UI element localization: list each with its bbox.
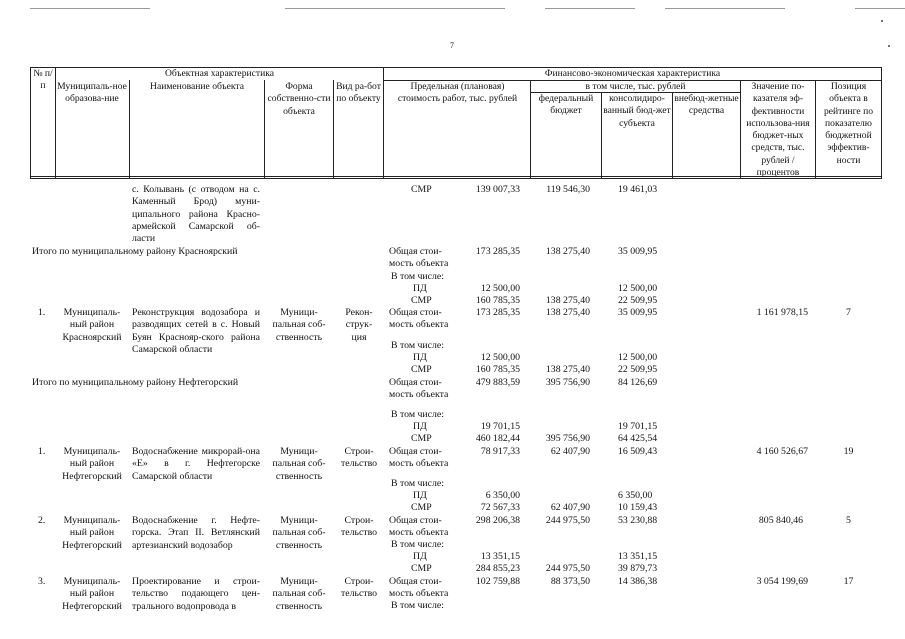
smr-consolidated: 22 509,95 xyxy=(618,295,658,306)
ownership: Муници-пальная соб-ственность xyxy=(272,515,326,551)
pd-consolidated: 12 500,00 xyxy=(618,352,658,363)
work-type: Рекон-струк-ция xyxy=(345,307,373,343)
header-consolidated: консолидиро-ванный бюд-жет субъекта xyxy=(603,93,671,129)
smr-federal: 138 275,40 xyxy=(545,364,590,375)
total-value: 139 007,33 xyxy=(475,184,520,195)
including-label: В том числе: xyxy=(391,409,444,420)
work-type: Строи-тельство xyxy=(340,576,378,600)
total-value: 78 917,33 xyxy=(480,446,520,457)
subtotal-label: Итого по муниципальному району Нефтегорский xyxy=(32,377,239,388)
header-municipality: Муниципаль-ное образова-ние xyxy=(57,81,127,105)
header-work-type: Вид ра-бот по объекту xyxy=(336,81,381,105)
pd-consolidated: 6 350,00 xyxy=(618,490,653,501)
total-cost-label: Общая стои-мость объекта xyxy=(389,307,449,331)
pd-consolidated: 13 351,15 xyxy=(618,551,658,562)
smr-total: 160 785,35 xyxy=(475,364,520,375)
row-number: 2. xyxy=(38,515,46,526)
header-limit-cost: Предельная (плановая) стоимость работ, тыс. рублей xyxy=(397,81,518,105)
pd-consolidated: 12 500,00 xyxy=(618,283,658,294)
pd-label: ПД xyxy=(413,551,427,562)
federal-value: 138 275,40 xyxy=(545,246,590,257)
smr-consolidated: 10 159,43 xyxy=(618,502,658,513)
smr-total: 284 855,23 xyxy=(475,563,520,574)
smr-total: 460 182,44 xyxy=(475,433,520,444)
smr-consolidated: 22 509,95 xyxy=(618,364,658,375)
pd-label: ПД xyxy=(413,352,427,363)
pd-total: 12 500,00 xyxy=(480,283,520,294)
rating-position: 17 xyxy=(843,576,854,587)
work-type: Строи-тельство xyxy=(340,446,378,470)
consolidated-value: 16 509,43 xyxy=(618,446,658,457)
row-number: 1. xyxy=(38,446,46,457)
federal-value: 244 975,50 xyxy=(545,515,590,526)
total-value: 479 883,59 xyxy=(475,377,520,388)
pd-consolidated: 19 701,15 xyxy=(618,421,658,432)
object-name: Проектирование и строи-тельство подающего цен-трального водопровода в xyxy=(132,576,260,612)
ownership: Муници-пальная соб-ственность xyxy=(272,576,326,612)
smr-federal: 138 275,40 xyxy=(545,295,590,306)
total-cost-label: Общая стои-мость объекта xyxy=(389,377,449,401)
federal-value: 88 373,50 xyxy=(550,576,590,587)
smr-federal: 395 756,90 xyxy=(545,433,590,444)
row-number: 1. xyxy=(38,307,46,318)
municipality: Муниципаль-ный район Красноярский xyxy=(62,307,122,343)
smr-label: СМР xyxy=(411,364,432,375)
pd-label: ПД xyxy=(413,421,427,432)
including-label: В том числе: xyxy=(391,539,444,550)
object-name: Реконструкция водозабора и разводящих сетей в с. Новый Буян Краснояр-ского района Самарской области xyxy=(132,307,260,355)
total-value: 298 206,38 xyxy=(475,515,520,526)
scan-speck xyxy=(888,45,890,47)
smr-label: СМР xyxy=(411,184,432,195)
including-label: В том числе: xyxy=(391,600,444,611)
pd-label: ПД xyxy=(413,490,427,501)
total-cost-label: Общая стои-мость объекта xyxy=(389,246,449,270)
smr-federal: 62 407,90 xyxy=(550,502,590,513)
smr-federal: 244 975,50 xyxy=(545,563,590,574)
consolidated-value: 53 230,88 xyxy=(618,515,658,526)
page-number: 7 xyxy=(450,41,454,50)
municipality: Муниципаль-ный район Нефтегорский xyxy=(62,576,122,612)
federal-value: 119 546,30 xyxy=(546,184,590,195)
smr-label: СМР xyxy=(411,502,432,513)
smr-total: 160 785,35 xyxy=(475,295,520,306)
header-efficiency: Значение по-казателя эф-фективности использова-ния бюджет-ных средств, тыс. рублей / процентов xyxy=(746,81,810,179)
smr-label: СМР xyxy=(411,295,432,306)
including-label: В том числе: xyxy=(391,271,444,282)
subtotal-label: Итого по муниципальному району Красноярский xyxy=(32,246,238,257)
efficiency-value: 1 161 978,15 xyxy=(756,307,808,318)
header-including: в том числе, тыс. рублей xyxy=(585,81,686,92)
consolidated-value: 14 386,38 xyxy=(618,576,658,587)
including-label: В том числе: xyxy=(391,340,444,351)
total-cost-label: Общая стои-мость объекта xyxy=(389,446,449,470)
ownership: Муници-пальная соб-ственность xyxy=(272,307,326,343)
header-ownership: Форма собственно-сти объекта xyxy=(267,81,331,117)
header-object-name: Наименование объекта xyxy=(150,81,244,92)
pd-total: 19 701,15 xyxy=(480,421,520,432)
smr-label: СМР xyxy=(411,433,432,444)
scan-line xyxy=(30,8,150,9)
scan-line xyxy=(855,8,905,9)
rating-position: 7 xyxy=(846,307,851,318)
total-cost-label: Общая стои-мость объекта xyxy=(389,576,449,600)
consolidated-value: 35 009,95 xyxy=(618,307,658,318)
object-name: с. Колывань (с отводом на с. Каменный Брод) муни-ципального района Красно-армейской Самарской об-ласти xyxy=(132,184,260,245)
including-label: В том числе: xyxy=(391,478,444,489)
header-federal: федеральный бюджет xyxy=(538,93,594,117)
pd-total: 13 351,15 xyxy=(480,551,520,562)
consolidated-value: 35 009,95 xyxy=(618,246,658,257)
federal-value: 62 407,90 xyxy=(550,446,590,457)
scan-line xyxy=(665,8,785,9)
object-name: Водоснабжение микрорай-она «Е» в г. Нефтегорске Самарской области xyxy=(132,446,260,482)
scan-speck xyxy=(881,20,883,22)
smr-label: СМР xyxy=(411,563,432,574)
header-objective: Объектная характеристика xyxy=(165,68,274,79)
object-name: Водоснабжение г. Нефте-горска. Этап II. Ветлянский артезианский водозабор xyxy=(132,515,260,551)
pd-label: ПД xyxy=(413,283,427,294)
header-num: № п/п xyxy=(33,68,53,92)
efficiency-value: 4 160 526,67 xyxy=(756,446,808,457)
municipality: Муниципаль-ный район Нефтегорский xyxy=(62,515,122,551)
ownership: Муници-пальная соб-ственность xyxy=(272,446,326,482)
scan-line xyxy=(285,8,505,9)
municipality: Муниципаль-ный район Нефтегорский xyxy=(62,446,122,482)
total-value: 173 285,35 xyxy=(475,307,520,318)
header-extrabudget: внебюд-жетные средства xyxy=(674,93,739,117)
efficiency-value: 805 840,46 xyxy=(758,515,803,526)
rating-position: 19 xyxy=(843,446,854,457)
pd-total: 6 350,00 xyxy=(485,490,520,501)
work-type: Строи-тельство xyxy=(340,515,378,539)
federal-value: 138 275,40 xyxy=(545,307,590,318)
pd-total: 12 500,00 xyxy=(480,352,520,363)
header-financial: Финансово-экономическая характеристика xyxy=(544,68,721,79)
smr-consolidated: 64 425,54 xyxy=(618,433,658,444)
total-value: 173 285,35 xyxy=(475,246,520,257)
efficiency-value: 3 054 199,69 xyxy=(756,576,808,587)
consolidated-value: 19 461,03 xyxy=(618,184,658,195)
consolidated-value: 84 126,69 xyxy=(618,377,658,388)
scan-line xyxy=(545,8,635,9)
total-cost-label: Общая стои-мость объекта xyxy=(389,515,449,539)
total-value: 102 759,88 xyxy=(475,576,520,587)
header-position: Позиция объекта в рейтинге по показателю бюджетной эффектив-ности xyxy=(823,81,874,166)
rating-position: 5 xyxy=(846,515,851,526)
row-number: 3. xyxy=(38,576,46,587)
federal-value: 395 756,90 xyxy=(545,377,590,388)
smr-total: 72 567,33 xyxy=(480,502,520,513)
smr-consolidated: 39 879,73 xyxy=(618,563,658,574)
